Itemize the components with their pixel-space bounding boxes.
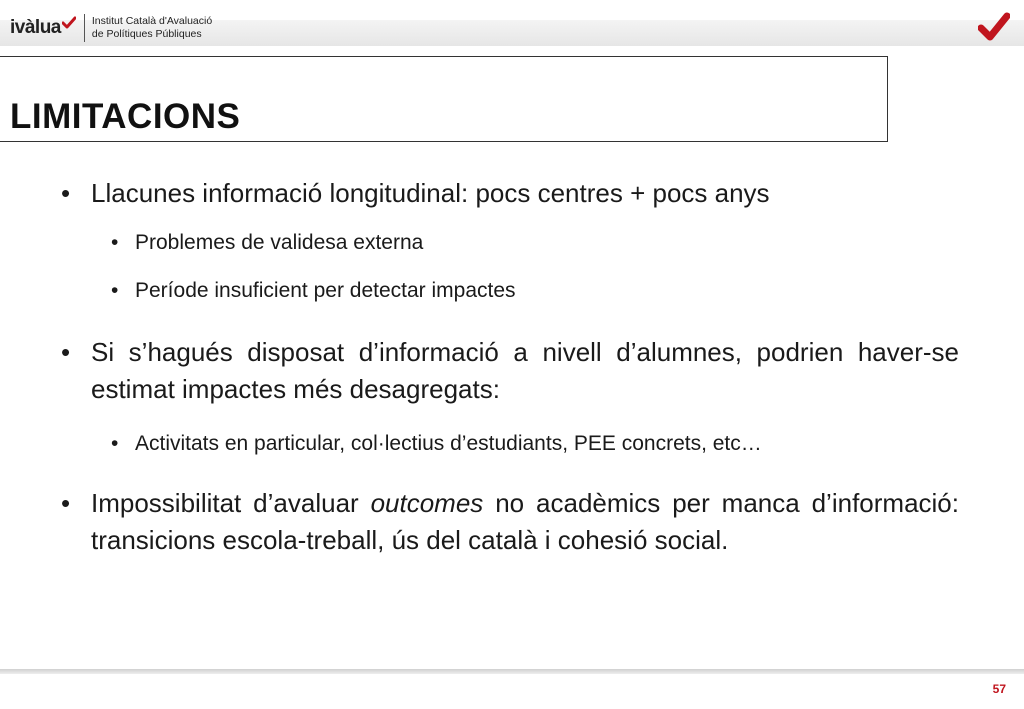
sub-bullet-marker: •	[111, 279, 119, 302]
bullet-text-italic: outcomes	[370, 488, 484, 518]
bullet-marker: •	[61, 337, 71, 367]
institute-line-1: Institut Català d'Avaluació	[91, 15, 213, 27]
logo-separator	[84, 14, 85, 42]
logo-wordmark: ivàlua	[10, 17, 61, 38]
bullet-item	[61, 175, 961, 212]
bullet-marker: •	[61, 178, 71, 208]
institute-line-2: de Polítiques Públiques	[91, 28, 202, 40]
institute-name	[92, 15, 212, 41]
sub-bullet-text: Problemes de validesa externa	[135, 231, 424, 254]
bullet-item	[61, 485, 959, 559]
sub-bullet-marker: •	[111, 432, 119, 455]
bullet-text-start: Impossibilitat d’avaluar	[91, 488, 371, 518]
sub-bullet-item	[111, 277, 955, 305]
sub-bullet-text: Període insuficient per detectar impactes	[135, 279, 516, 302]
header	[0, 0, 1024, 56]
bullet-marker: •	[61, 488, 71, 518]
page-number: 57	[992, 682, 1006, 696]
sub-bullet-item	[111, 430, 955, 458]
sub-bullet-item	[111, 229, 955, 257]
bullet-text-end: no acadèmics per manca d’informació: transicions escola-treball, ús del català i cohesió social.	[91, 488, 959, 555]
logo-check-icon	[62, 16, 76, 30]
title-box	[0, 56, 888, 142]
footer-divider	[0, 669, 1024, 674]
ivalua-logo[interactable]	[10, 12, 212, 44]
slide-title: LIMITACIONS	[10, 97, 241, 136]
bullet-item	[61, 334, 959, 408]
check-icon	[978, 12, 1010, 42]
bullet-text: Llacunes informació longitudinal: pocs centres + pocs anys	[91, 178, 770, 208]
sub-bullet-marker: •	[111, 231, 119, 254]
sub-bullet-text: Activitats en particular, col·lectius d’estudiants, PEE concrets, etc…	[135, 432, 762, 455]
bullet-text: Si s’hagués disposat d’informació a nivell d’alumnes, podrien haver-se estimat impactes més desagregats:	[91, 337, 959, 404]
